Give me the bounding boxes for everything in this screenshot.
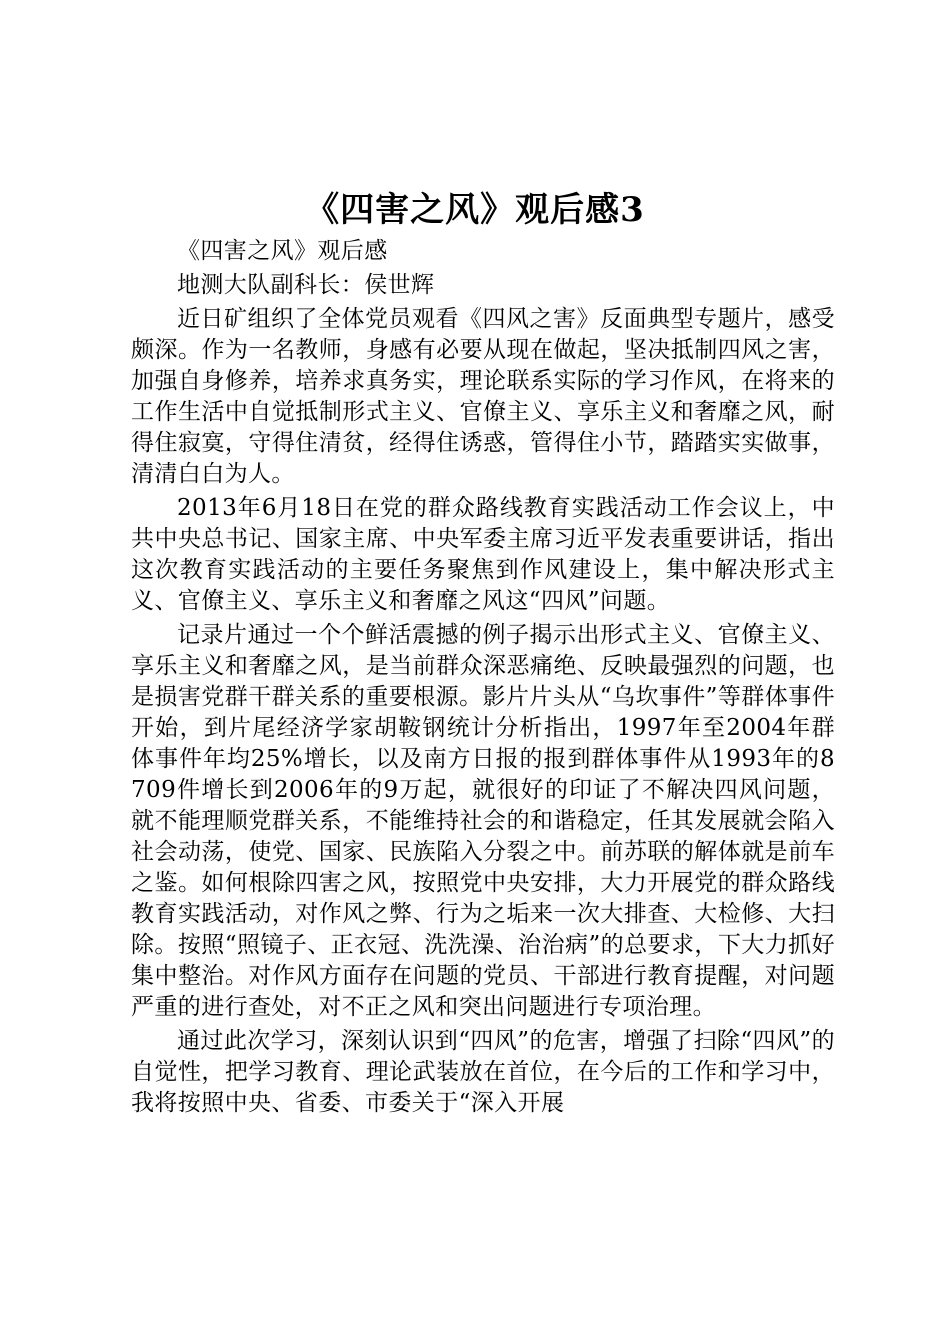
subtitle-paragraph: 《四害之风》观后感: [177, 238, 388, 264]
document-title: 《四害之风》观后感3: [305, 190, 645, 230]
body-paragraph: 2013年6月18日在党的群众路线教育实践活动工作会议上，中共中央总书记、国家主席、中央军委主席习近平发表重要讲话，指出这次教育实践活动的主要任务聚焦到作风建设上，集中解决形式主义、官僚主义、享乐主义和奢靡之风这“四风”问题。: [131, 495, 835, 614]
author-paragraph: 地测大队副科长：侯世辉: [177, 272, 435, 298]
body-paragraph: 近日矿组织了全体党员观看《四风之害》反面典型专题片，感受颇深。作为一名教师，身感有必要从现在做起，坚决抵制四风之害，加强自身修养，培养求真务实，理论联系实际的学习作风，在将来的工作生活中自觉抵制形式主义、官僚主义、享乐主义和奢靡之风，耐得住寂寞，守得住清贫，经得住诱惑，管得住小节，踏踏实实做事，清清白白为人。: [131, 306, 835, 487]
document-body: [131, 236, 835, 1119]
body-paragraph: 记录片通过一个个鲜活震撼的例子揭示出形式主义、官僚主义、享乐主义和奢靡之风，是当前群众深恶痛绝、反映最强烈的问题，也是损害党群干群关系的重要根源。影片片头从“乌坎事件”等群体事件开始，到片尾经济学家胡鞍钢统计分析指出，1997年至2004年群体事件年均25%增长，以及南方日报的报到群体事件从1993年的8709件增长到2006年的9万起，就很好的印证了不解决四风问题，就不能理顺党群关系，不能维持社会的和谐稳定，任其发展就会陷入社会动荡，使党、国家、民族陷入分裂之中。前苏联的解体就是前车之鉴。如何根除四害之风，按照党中央安排，大力开展党的群众路线教育实践活动，对作风之弊、行为之垢来一次大排查、大检修、大扫除。按照“照镜子、正衣冠、洗洗澡、治治病”的总要求，下大力抓好集中整治。对作风方面存在问题的党员、干部进行教育提醒，对问题严重的进行查处，对不正之风和突出问题进行专项治理。: [131, 622, 835, 1020]
body-paragraph: 通过此次学习，深刻认识到“四风”的危害，增强了扫除“四风”的自觉性，把学习教育、理论武装放在首位，在今后的工作和学习中，我将按照中央、省委、市委关于“深入开展: [131, 1028, 835, 1116]
